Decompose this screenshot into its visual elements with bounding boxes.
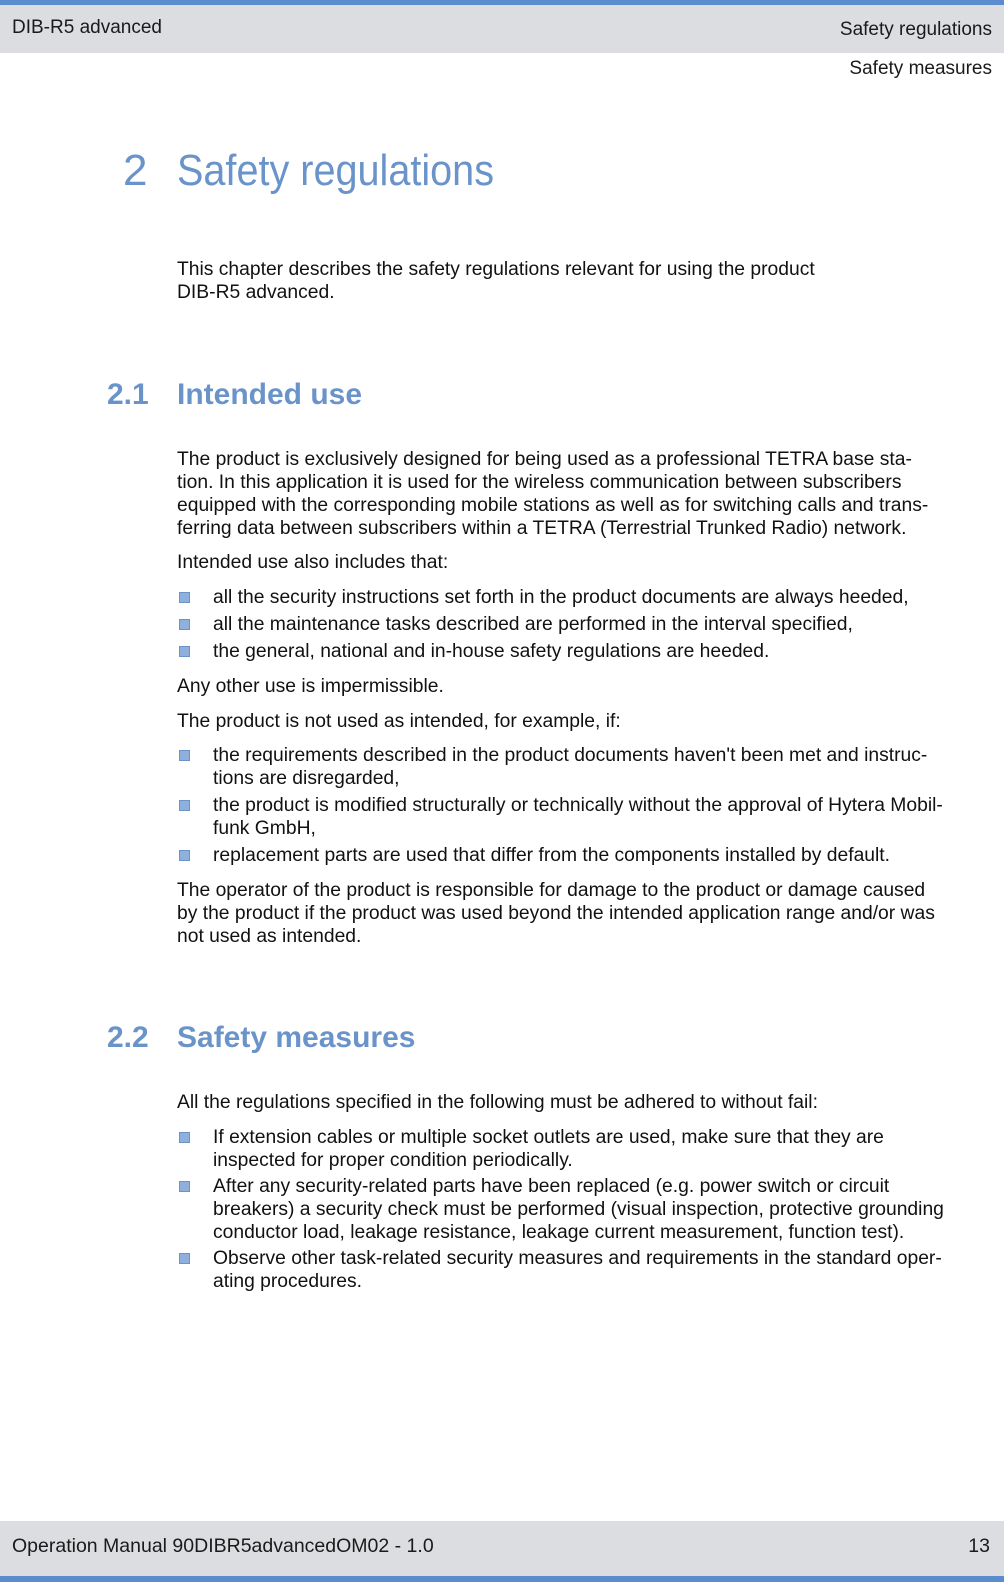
paragraph: Any other use is impermissible.: [177, 676, 444, 697]
chapter-intro-line: DIB-R5 advanced.: [177, 282, 335, 303]
section-title: Intended use: [177, 378, 363, 411]
page-header: [0, 0, 1004, 53]
list-item-line: funk GmbH,: [213, 818, 316, 839]
list-item-text: all the security instructions set forth in the product documents are always heeded,: [213, 587, 909, 608]
footer-manual-id: Operation Manual 90DIBR5advancedOM02 - 1.0: [12, 1535, 434, 1557]
paragraph: All the regulations specified in the following must be adhered to without fail:: [177, 1092, 818, 1113]
section-number: 2.2: [107, 1021, 149, 1054]
list-item: [177, 744, 999, 790]
paragraph: The product is not used as intended, for example, if:: [177, 711, 621, 732]
chapter-title: Safety regulations: [177, 146, 494, 195]
chapter-number: 2: [123, 146, 148, 195]
paragraph-line: ferring data between subscribers within a TETRA (Terrestrial Trunked Radio) network.: [177, 518, 907, 539]
list-item-text: [213, 794, 999, 840]
bullet-square-icon: [179, 619, 190, 630]
page-number: 13: [968, 1535, 990, 1557]
list-item-line: inspected for proper condition periodically.: [213, 1150, 573, 1171]
bullet-square-icon: [179, 750, 190, 761]
paragraph-line: tion. In this application it is used for the wireless communication between subscribers: [177, 472, 902, 493]
paragraph-line: by the product if the product was used beyond the intended application range and/or was: [177, 903, 935, 924]
list-item-line: the requirements described in the product documents haven't been met and instruc-: [213, 745, 928, 766]
list-item-text: [213, 1247, 999, 1293]
paragraph-line: The product is exclusively designed for being used as a professional TETRA base sta-: [177, 449, 912, 470]
list-item-text: the general, national and in-house safety regulations are heeded.: [213, 641, 770, 662]
list-item: [177, 586, 999, 609]
list-item: [177, 640, 999, 663]
list-item: [177, 1126, 999, 1172]
bullet-square-icon: [179, 800, 190, 811]
list-item: [177, 1175, 999, 1244]
list-item-line: ating procedures.: [213, 1271, 362, 1292]
list-item-line: tions are disregarded,: [213, 768, 400, 789]
list-item-line: Observe other task-related security measures and requirements in the standard oper-: [213, 1248, 942, 1269]
header-section-name: Safety measures: [849, 58, 992, 79]
list-item: [177, 1247, 999, 1293]
header-product-name: DIB-R5 advanced: [12, 17, 162, 38]
header-chapter-name: Safety regulations: [839, 19, 992, 40]
list-item: [177, 613, 999, 636]
list-item-text: [213, 744, 999, 790]
bullet-square-icon: [179, 850, 190, 861]
page-footer: [0, 1521, 1004, 1582]
list-item-line: After any security-related parts have been replaced (e.g. power switch or circuit: [213, 1176, 890, 1197]
list-item-text: all the maintenance tasks described are performed in the interval specified,: [213, 614, 853, 635]
list-item-text: replacement parts are used that differ from the components installed by default.: [213, 845, 891, 866]
paragraph-line: The operator of the product is responsible for damage to the product or damage caused: [177, 880, 926, 901]
list-item-line: If extension cables or multiple socket outlets are used, make sure that they are: [213, 1127, 884, 1148]
list-item-text: [213, 1126, 999, 1172]
list-item-line: the product is modified structurally or technically without the approval of Hytera Mobil-: [213, 795, 943, 816]
section-title: Safety measures: [177, 1021, 416, 1054]
bullet-square-icon: [179, 1132, 190, 1143]
list-item-line: conductor load, leakage resistance, leakage current measurement, function test).: [213, 1222, 905, 1243]
bullet-square-icon: [179, 646, 190, 657]
list-item: [177, 794, 999, 840]
bullet-square-icon: [179, 592, 190, 603]
operator-responsibility-paragraph: [177, 879, 999, 948]
paragraph: Intended use also includes that:: [177, 552, 449, 573]
chapter-intro: [177, 258, 999, 304]
paragraph-line: equipped with the corresponding mobile stations as well as for switching calls and trans-: [177, 495, 929, 516]
bullet-square-icon: [179, 1181, 190, 1192]
intended-use-paragraph: [177, 448, 999, 540]
chapter-intro-line: This chapter describes the safety regulations relevant for using the product: [177, 259, 815, 280]
list-item-line: breakers) a security check must be performed (visual inspection, protective grounding: [213, 1199, 944, 1220]
paragraph-line: not used as intended.: [177, 926, 362, 947]
section-number: 2.1: [107, 378, 149, 411]
list-item: [177, 844, 999, 867]
list-item-text: [213, 1175, 999, 1244]
bullet-square-icon: [179, 1253, 190, 1264]
